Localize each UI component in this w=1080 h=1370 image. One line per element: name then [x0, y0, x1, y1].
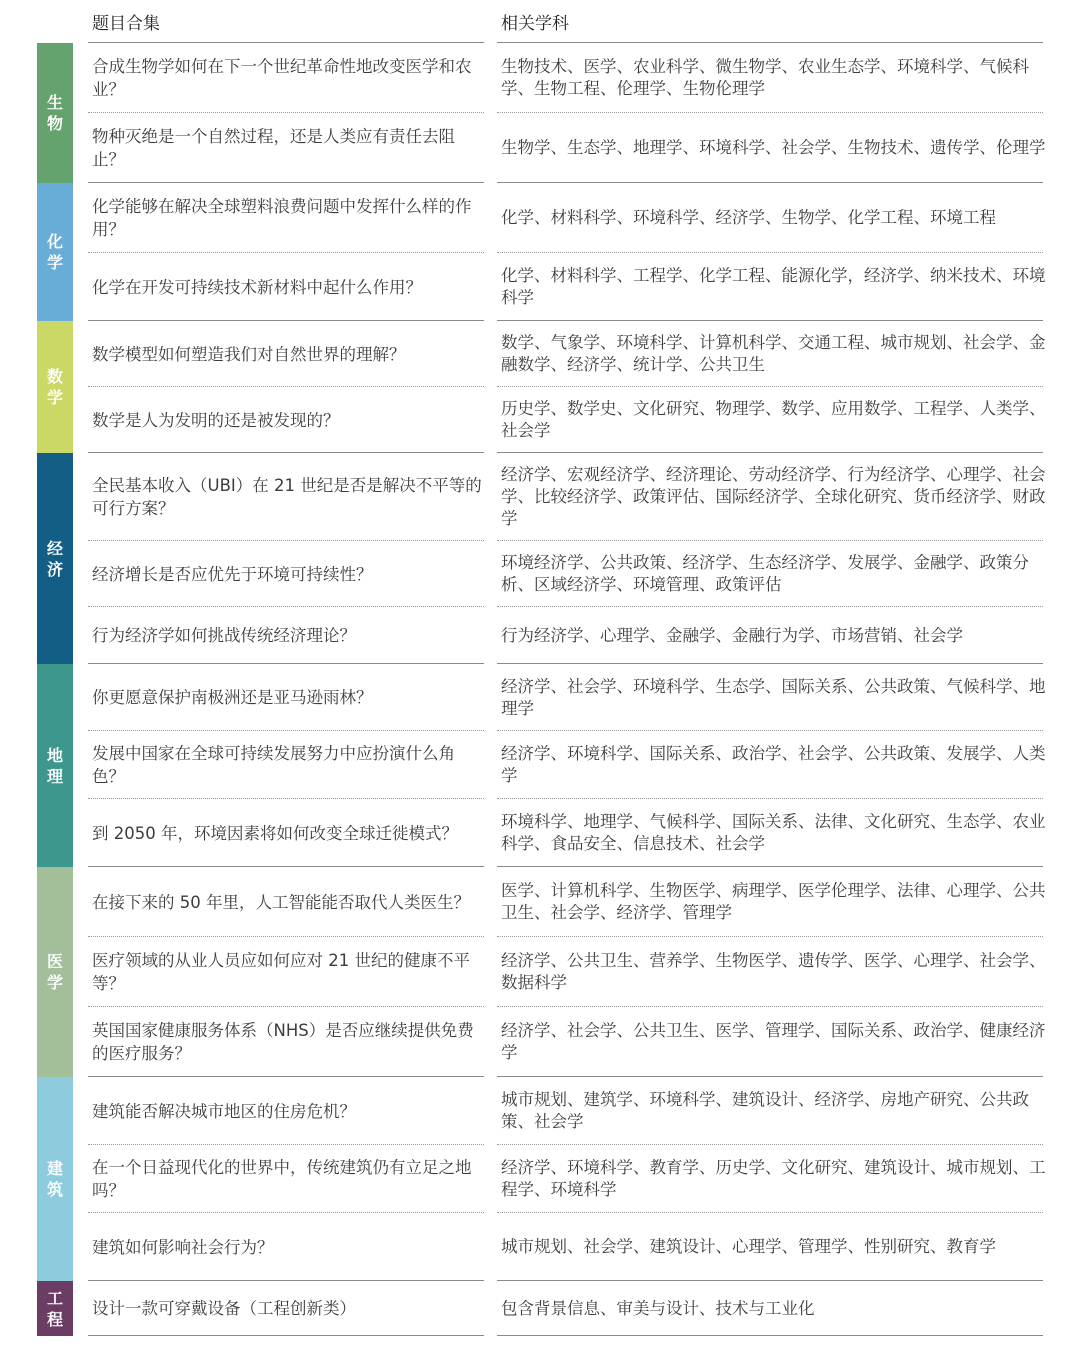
- category-label: 医学: [46, 952, 63, 992]
- subjects-cell: [501, 1145, 1046, 1213]
- subjects-cell: [501, 387, 1046, 453]
- table-row: [0, 867, 1080, 937]
- subjects-text: 城市规划、社会学、建筑设计、心理学、管理学、性别研究、教育学: [501, 1237, 996, 1256]
- subjects-text: 数学、气象学、环境科学、计算机科学、交通工程、城市规划、社会学、金融数学、经济学、统计学、公共卫生: [501, 333, 1046, 374]
- subjects-text: 行为经济学、心理学、金融学、金融行为学、市场营销、社会学: [501, 625, 963, 645]
- table-row: [0, 799, 1080, 867]
- subjects-text: 历史学、数学史、文化研究、物理学、数学、应用数学、工程学、人类学、社会学: [501, 399, 1046, 440]
- subjects-cell: [501, 453, 1046, 541]
- question-cell: [92, 937, 484, 1007]
- table-row: [0, 1007, 1080, 1077]
- category-label: 化学: [46, 232, 63, 272]
- group-divider: [497, 1335, 1043, 1336]
- category-group: [0, 321, 1080, 453]
- table-row: [0, 43, 1080, 113]
- subjects-cell: [501, 1007, 1046, 1077]
- question-cell: [92, 731, 484, 799]
- question-cell: [92, 799, 484, 867]
- question-cell: [92, 1077, 484, 1145]
- category-label: 工程: [46, 1288, 63, 1329]
- subjects-text: 经济学、公共卫生、营养学、生物医学、遗传学、医学、心理学、社会学、数据科学: [501, 951, 1046, 992]
- subjects-cell: [501, 1077, 1046, 1145]
- category-label: 建筑: [46, 1159, 63, 1199]
- question-cell: [92, 1007, 484, 1077]
- subjects-cell: [501, 664, 1046, 731]
- subjects-cell: [501, 867, 1046, 937]
- subjects-cell: [501, 183, 1046, 253]
- question-text: 建筑能否解决城市地区的住房危机？: [92, 1101, 356, 1121]
- question-text: 你更愿意保护南极洲还是亚马逊雨林？: [92, 688, 373, 707]
- question-text: 数学是人为发明的还是被发现的？: [92, 410, 340, 430]
- question-cell: [92, 541, 484, 607]
- table-row: [0, 387, 1080, 453]
- subjects-text: 化学、材料科学、工程学、化学工程、能源化学，经济学、纳米技术、环境科学: [501, 266, 1046, 307]
- table-row: [0, 664, 1080, 731]
- table-row: [0, 937, 1080, 1007]
- question-text: 设计一款可穿戴设备（工程创新类）: [92, 1299, 356, 1318]
- subjects-text: 经济学、社会学、环境科学、生态学、国际关系、公共政策、气候科学、地理学: [501, 676, 1046, 718]
- subjects-text: 环境经济学、公共政策、经济学、生态经济学、发展学、金融学、政策分析、区域经济学、环境管理、政策评估: [501, 553, 1029, 594]
- subjects-text: 经济学、社会学、公共卫生、医学、管理学、国际关系、政治学、健康经济学: [501, 1021, 1046, 1062]
- subjects-text: 包含背景信息、审美与设计、技术与工业化: [501, 1298, 815, 1318]
- category-group: [0, 453, 1080, 664]
- question-text: 数学模型如何塑造我们对自然世界的理解？: [92, 344, 406, 364]
- category-label: 生物: [46, 93, 63, 133]
- subjects-text: 经济学、环境科学、国际关系、政治学、社会学、公共政策、发展学、人类学: [501, 744, 1046, 785]
- table-row: [0, 113, 1080, 183]
- table-row: [0, 607, 1080, 664]
- question-cell: [92, 183, 484, 253]
- subjects-text: 环境科学、地理学、气候科学、国际关系、法律、文化研究、生态学、农业科学、食品安全、信息技术、社会学: [501, 812, 1046, 853]
- subjects-text: 经济学、环境科学、教育学、历史学、文化研究、建筑设计、城市规划、工程学、环境科学: [501, 1158, 1046, 1199]
- question-text: 物种灭绝是一个自然过程，还是人类应有责任去阻止？: [92, 127, 455, 169]
- subjects-cell: [501, 321, 1046, 387]
- subjects-cell: [501, 937, 1046, 1007]
- table-row: [0, 453, 1080, 541]
- table-row: [0, 183, 1080, 253]
- question-text: 全民基本收入（UBI）在 21 世纪是否是解决不平等的可行方案？: [92, 476, 482, 518]
- category-group: [0, 183, 1080, 321]
- table-row: [0, 1213, 1080, 1281]
- question-text: 到 2050 年，环境因素将如何改变全球迁徙模式？: [92, 823, 458, 843]
- subjects-column-header: 相关学科: [501, 14, 569, 34]
- table-row: [0, 1145, 1080, 1213]
- category-group: [0, 664, 1080, 867]
- question-cell: [92, 43, 484, 113]
- question-text: 医疗领域的从业人员应如何应对 21 世纪的健康不平等？: [92, 951, 470, 993]
- subjects-text: 生物技术、医学、农业科学、微生物学、农业生态学、环境科学、气候科学、生物工程、伦理学、生物伦理学: [501, 57, 1029, 98]
- table-row: [0, 731, 1080, 799]
- subjects-cell: [501, 1281, 1046, 1336]
- question-cell: [92, 607, 484, 664]
- subjects-cell: [501, 607, 1046, 664]
- category-group: [0, 867, 1080, 1077]
- question-text: 化学能够在解决全球塑料浪费问题中发挥什么样的作用？: [92, 197, 472, 239]
- group-divider: [88, 1335, 484, 1336]
- question-text: 合成生物学如何在下一个世纪革命性地改变医学和农业？: [92, 57, 472, 99]
- subjects-text: 医学、计算机科学、生物医学、病理学、医学伦理学、法律、心理学、公共卫生、社会学、经济学、管理学: [501, 881, 1046, 922]
- category-group: [0, 43, 1080, 183]
- subjects-cell: [501, 43, 1046, 113]
- category-group: [0, 1077, 1080, 1281]
- subjects-cell: [501, 113, 1046, 183]
- question-text: 在一个日益现代化的世界中，传统建筑仍有立足之地吗？: [92, 1158, 472, 1200]
- table-row: [0, 1077, 1080, 1145]
- question-text: 英国国家健康服务体系（NHS）是否应继续提供免费的医疗服务？: [92, 1021, 474, 1063]
- question-text: 经济增长是否应优先于环境可持续性？: [92, 564, 373, 584]
- question-cell: [92, 1145, 484, 1213]
- table-header: [0, 0, 1080, 43]
- table-row: [0, 1281, 1080, 1336]
- question-cell: [92, 387, 484, 453]
- question-cell: [92, 253, 484, 321]
- question-cell: [92, 1281, 484, 1336]
- question-cell: [92, 1213, 484, 1281]
- subjects-cell: [501, 731, 1046, 799]
- question-cell: [92, 113, 484, 183]
- questions-column-header: 题目合集: [92, 14, 160, 34]
- subjects-text: 化学、材料科学、环境科学、经济学、生物学、化学工程、环境工程: [501, 208, 996, 227]
- category-label: 经济: [46, 538, 63, 579]
- subjects-text: 生物学、生态学、地理学、环境科学、社会学、生物技术、遗传学、伦理学: [501, 138, 1046, 157]
- table-row: [0, 253, 1080, 321]
- table-row: [0, 541, 1080, 607]
- table-row: [0, 321, 1080, 387]
- subjects-text: 经济学、宏观经济学、经济理论、劳动经济学、行为经济学、心理学、社会学、比较经济学、政策评估、国际经济学、全球化研究、货币经济学、财政学: [501, 465, 1046, 528]
- category-label: 数学: [46, 367, 63, 407]
- question-text: 建筑如何影响社会行为？: [92, 1237, 274, 1257]
- question-cell: [92, 664, 484, 731]
- question-text: 发展中国家在全球可持续发展努力中应扮演什么角色？: [92, 744, 455, 786]
- subjects-text: 城市规划、建筑学、环境科学、建筑设计、经济学、房地产研究、公共政策、社会学: [501, 1090, 1029, 1131]
- question-text: 化学在开发可持续技术新材料中起什么作用？: [92, 277, 422, 297]
- category-label: 地理: [46, 745, 63, 786]
- subjects-cell: [501, 253, 1046, 321]
- question-cell: [92, 453, 484, 541]
- question-text: 在接下来的 50 年里，人工智能能否取代人类医生？: [92, 892, 470, 912]
- subjects-cell: [501, 541, 1046, 607]
- question-cell: [92, 321, 484, 387]
- question-cell: [92, 867, 484, 937]
- subjects-cell: [501, 1213, 1046, 1281]
- question-text: 行为经济学如何挑战传统经济理论？: [92, 626, 356, 645]
- topic-groups: [0, 43, 1080, 1336]
- category-group: [0, 1281, 1080, 1336]
- subjects-cell: [501, 799, 1046, 867]
